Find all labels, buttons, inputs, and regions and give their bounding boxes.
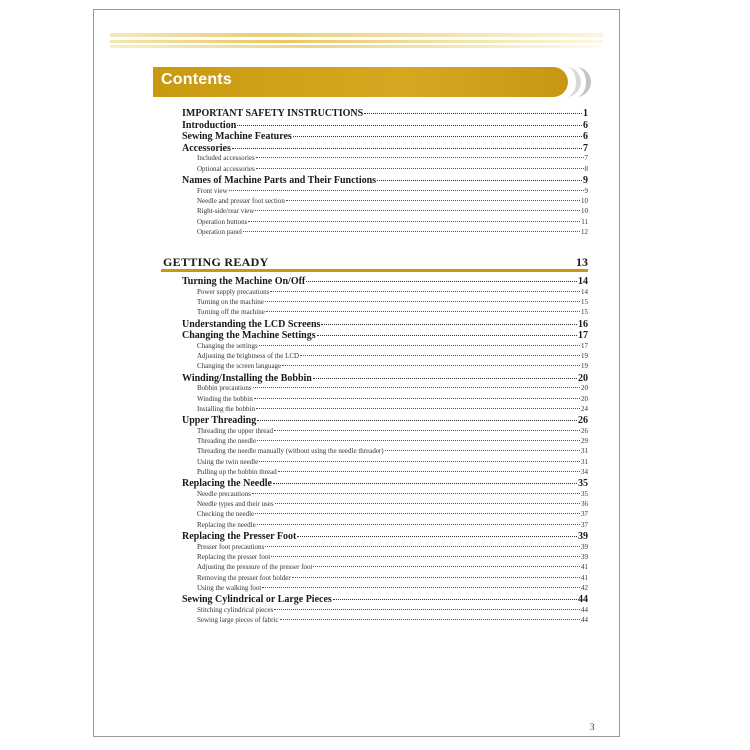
toc-entry-page: 39 [581, 552, 588, 561]
dot-leader [274, 609, 580, 610]
dot-leader [313, 378, 577, 379]
dot-leader [265, 546, 580, 547]
toc-subentry[interactable] [197, 298, 588, 307]
toc-entry-page: 10 [581, 196, 588, 205]
toc-entry-page: 35 [581, 489, 588, 498]
toc-subentry[interactable] [197, 606, 588, 615]
toc-subentry[interactable] [197, 458, 588, 467]
toc-subentry[interactable] [197, 437, 588, 446]
toc-entry-label: Winding the bobbin [197, 394, 253, 403]
toc-entry-label: Presser foot precautions [197, 542, 265, 551]
toc-entry-page: 19 [581, 362, 588, 371]
toc-entry-label: Operation buttons [197, 217, 248, 226]
toc-subentry[interactable] [197, 543, 588, 552]
toc-entry-label: Replacing the presser foot [197, 552, 271, 561]
toc-entry-page: 39 [581, 542, 588, 551]
toc-entry-page: 37 [581, 510, 588, 519]
toc-entry-page: 44 [581, 605, 588, 614]
page-title: Contents [161, 71, 232, 88]
dot-leader [273, 483, 577, 484]
toc-subentry[interactable] [197, 553, 588, 562]
toc-entry-page: 39 [578, 531, 588, 542]
toc-entry-label: Adjusting the pressure of the presser foot [197, 563, 313, 572]
dot-leader [256, 408, 580, 409]
toc-entry[interactable] [182, 478, 588, 490]
toc-entry-page: 35 [578, 478, 588, 490]
dot-leader [270, 291, 580, 292]
toc-subentry[interactable] [197, 500, 588, 509]
toc-entry[interactable] [182, 594, 588, 606]
toc-entry-label: IMPORTANT SAFETY INSTRUCTIONS [182, 108, 364, 119]
dot-leader [317, 335, 577, 336]
toc-entry-page: 9 [583, 175, 588, 186]
dot-leader [259, 461, 580, 462]
dot-leader [282, 365, 580, 366]
toc-subentry[interactable] [197, 584, 588, 593]
toc-entry-page: 26 [578, 415, 588, 427]
dot-leader [262, 587, 580, 588]
dot-leader [300, 355, 580, 356]
toc-entry-page: 41 [581, 573, 588, 582]
dot-leader [313, 566, 580, 567]
toc-entry-page: 6 [583, 119, 588, 131]
toc-entry-page: 1 [583, 108, 588, 119]
dot-leader [257, 440, 580, 441]
manual-page [93, 9, 620, 737]
toc-entry-page: 15 [581, 297, 588, 306]
toc-entry-label: Replacing the Needle [182, 478, 272, 490]
toc-entry-label: Sewing Machine Features [182, 131, 292, 143]
toc-entry-page: 20 [578, 372, 588, 384]
toc-entry-label: Stitching cylindrical pieces [197, 605, 274, 614]
toc-entry-page: 41 [581, 563, 588, 572]
toc-entry-label: Adjusting the brightness of the LCD [197, 352, 300, 360]
toc-entry-page: 31 [581, 457, 588, 466]
toc-entry-page: 6 [583, 131, 588, 143]
toc-entry-page: 37 [581, 520, 588, 529]
toc-entry-label: Turning off the machine [197, 308, 265, 317]
toc-entry-page: 24 [581, 404, 588, 413]
dot-leader [266, 311, 580, 312]
toc-entry-label: Needle precautions [197, 489, 251, 498]
toc-entry-label: Turning the Machine On/Off [182, 276, 306, 287]
toc-entry-label: Changing the Machine Settings [182, 330, 316, 342]
toc-subentry[interactable] [197, 352, 588, 361]
dot-leader [333, 599, 577, 600]
toc-entry-label: Bobbin precautions [197, 384, 252, 393]
page-number: 3 [590, 722, 595, 732]
toc-entry-page: 15 [581, 308, 588, 317]
dot-leader [385, 450, 580, 451]
toc-entry-label: Understanding the LCD Screens [182, 318, 321, 330]
toc-entry[interactable] [182, 276, 588, 288]
toc-subentry[interactable] [197, 510, 588, 519]
toc-entry[interactable] [182, 531, 588, 543]
toc-entry-page: 34 [581, 467, 588, 476]
toc-entry[interactable] [182, 415, 588, 427]
toc-entry-page: 31 [581, 447, 588, 456]
dot-leader [254, 398, 580, 399]
toc-entry-label: Replacing the Presser Foot [182, 531, 297, 542]
toc-entry-label: Sewing Cylindrical or Large Pieces [182, 594, 332, 606]
toc-entry-label: Using the twin needle [197, 457, 259, 466]
section-title: GETTING READY [163, 255, 269, 269]
toc-entry-label: Sewing large pieces of fabric [197, 616, 279, 624]
toc-entry-label: Turning on the machine [197, 297, 264, 306]
toc-entry-page: 9 [584, 186, 588, 195]
toc-entry-page: 19 [581, 352, 588, 360]
toc-entry-page: 20 [581, 384, 588, 393]
toc-entry-label: Pulling up the bobbin thread [197, 467, 277, 476]
dot-leader [257, 420, 577, 421]
toc-entry-page: 42 [581, 583, 588, 592]
toc-entry-page: 44 [581, 616, 588, 624]
dot-leader [297, 536, 577, 537]
toc-entry-label: Introduction [182, 119, 237, 131]
toc-entry-label: Threading the needle manually (without using the needle threader) [197, 447, 384, 456]
toc-subentry[interactable] [197, 395, 588, 404]
toc-subentry[interactable] [197, 427, 588, 436]
dot-leader [292, 577, 580, 578]
toc-entry-label: Removing the presser foot holder [197, 573, 291, 582]
toc-entry-page: 7 [584, 154, 588, 163]
toc-entry-label: Needle types and their uses [197, 500, 274, 509]
toc-entry-label: Optional accessories [197, 164, 255, 173]
toc-entry-label: Checking the needle [197, 510, 255, 519]
dot-leader [278, 471, 580, 472]
toc-entry-label: Winding/Installing the Bobbin [182, 372, 312, 384]
dot-leader [253, 387, 580, 388]
toc-entry-page: 17 [581, 341, 588, 350]
toc-entry-label: Threading the upper thread [197, 426, 273, 435]
toc-entry-label: Changing the screen language [197, 362, 282, 371]
dot-leader [252, 493, 580, 494]
toc-entry-page: 44 [578, 594, 588, 606]
toc-entry-label: Upper Threading [182, 415, 257, 427]
dot-leader [259, 345, 580, 346]
toc-entry[interactable] [182, 330, 588, 342]
toc-entry-page: 14 [578, 276, 588, 287]
toc-subentry[interactable] [197, 342, 588, 351]
toc-subentry[interactable] [197, 521, 588, 530]
toc-entry-label: Using the walking foot [197, 583, 262, 592]
toc-entry-label: Front view [197, 186, 228, 195]
toc-entry[interactable] [182, 319, 588, 331]
toc-entry-page: 7 [583, 142, 588, 154]
toc-entry-page: 16 [578, 318, 588, 330]
toc-entry-page: 12 [581, 227, 588, 236]
toc-entry-page: 11 [581, 217, 588, 226]
section-page-number: 13 [576, 255, 588, 269]
toc-subentry[interactable] [197, 574, 588, 583]
toc-entry-page: 26 [581, 426, 588, 435]
toc-entry-page: 8 [584, 164, 588, 173]
dot-leader [257, 524, 580, 525]
toc-entry-label: Names of Machine Parts and Their Functions [182, 175, 377, 186]
toc-entry-page: 20 [581, 394, 588, 403]
toc-entry-label: Installing the bobbin [197, 404, 255, 413]
dot-leader [255, 513, 580, 514]
toc-subentry[interactable] [197, 362, 588, 371]
toc-entry[interactable] [182, 373, 588, 385]
toc-entry-label: Right-side/rear view [197, 207, 255, 216]
toc-subentry[interactable] [197, 563, 588, 572]
toc-entry-label: Power supply precautions [197, 287, 270, 296]
dot-leader [271, 556, 580, 557]
dot-leader [280, 619, 580, 620]
toc-entry-label: Changing the settings [197, 341, 258, 350]
toc-entry-label: Included accessories [197, 154, 255, 163]
toc-entry-page: 17 [578, 330, 588, 342]
toc-entry-page: 14 [581, 287, 588, 296]
toc-subentry[interactable] [197, 405, 588, 414]
toc-subentry[interactable] [197, 384, 588, 393]
toc-subentry[interactable] [197, 288, 588, 297]
toc-entry-page: 29 [581, 437, 588, 445]
toc-entry-label: Accessories [182, 142, 231, 154]
dot-leader [275, 503, 580, 504]
toc-subentry[interactable] [197, 616, 588, 625]
toc-subentry[interactable] [197, 308, 588, 317]
toc-entry-page: 10 [581, 207, 588, 216]
dot-leader [306, 281, 577, 282]
dot-leader [321, 324, 577, 325]
toc-entry-page: 36 [581, 500, 588, 509]
toc-entry-label: Operation panel [197, 227, 242, 236]
toc-subentry[interactable] [197, 490, 588, 499]
toc-entry-label: Replacing the needle [197, 520, 256, 529]
toc-entry-label: Threading the needle [197, 437, 257, 445]
toc-subentry[interactable] [197, 468, 588, 477]
toc-getting-ready [94, 10, 619, 736]
dot-leader [274, 430, 580, 431]
toc-entry-label: Needle and presser foot section [197, 196, 285, 205]
toc-subentry[interactable] [197, 447, 588, 456]
dot-leader [265, 301, 580, 302]
